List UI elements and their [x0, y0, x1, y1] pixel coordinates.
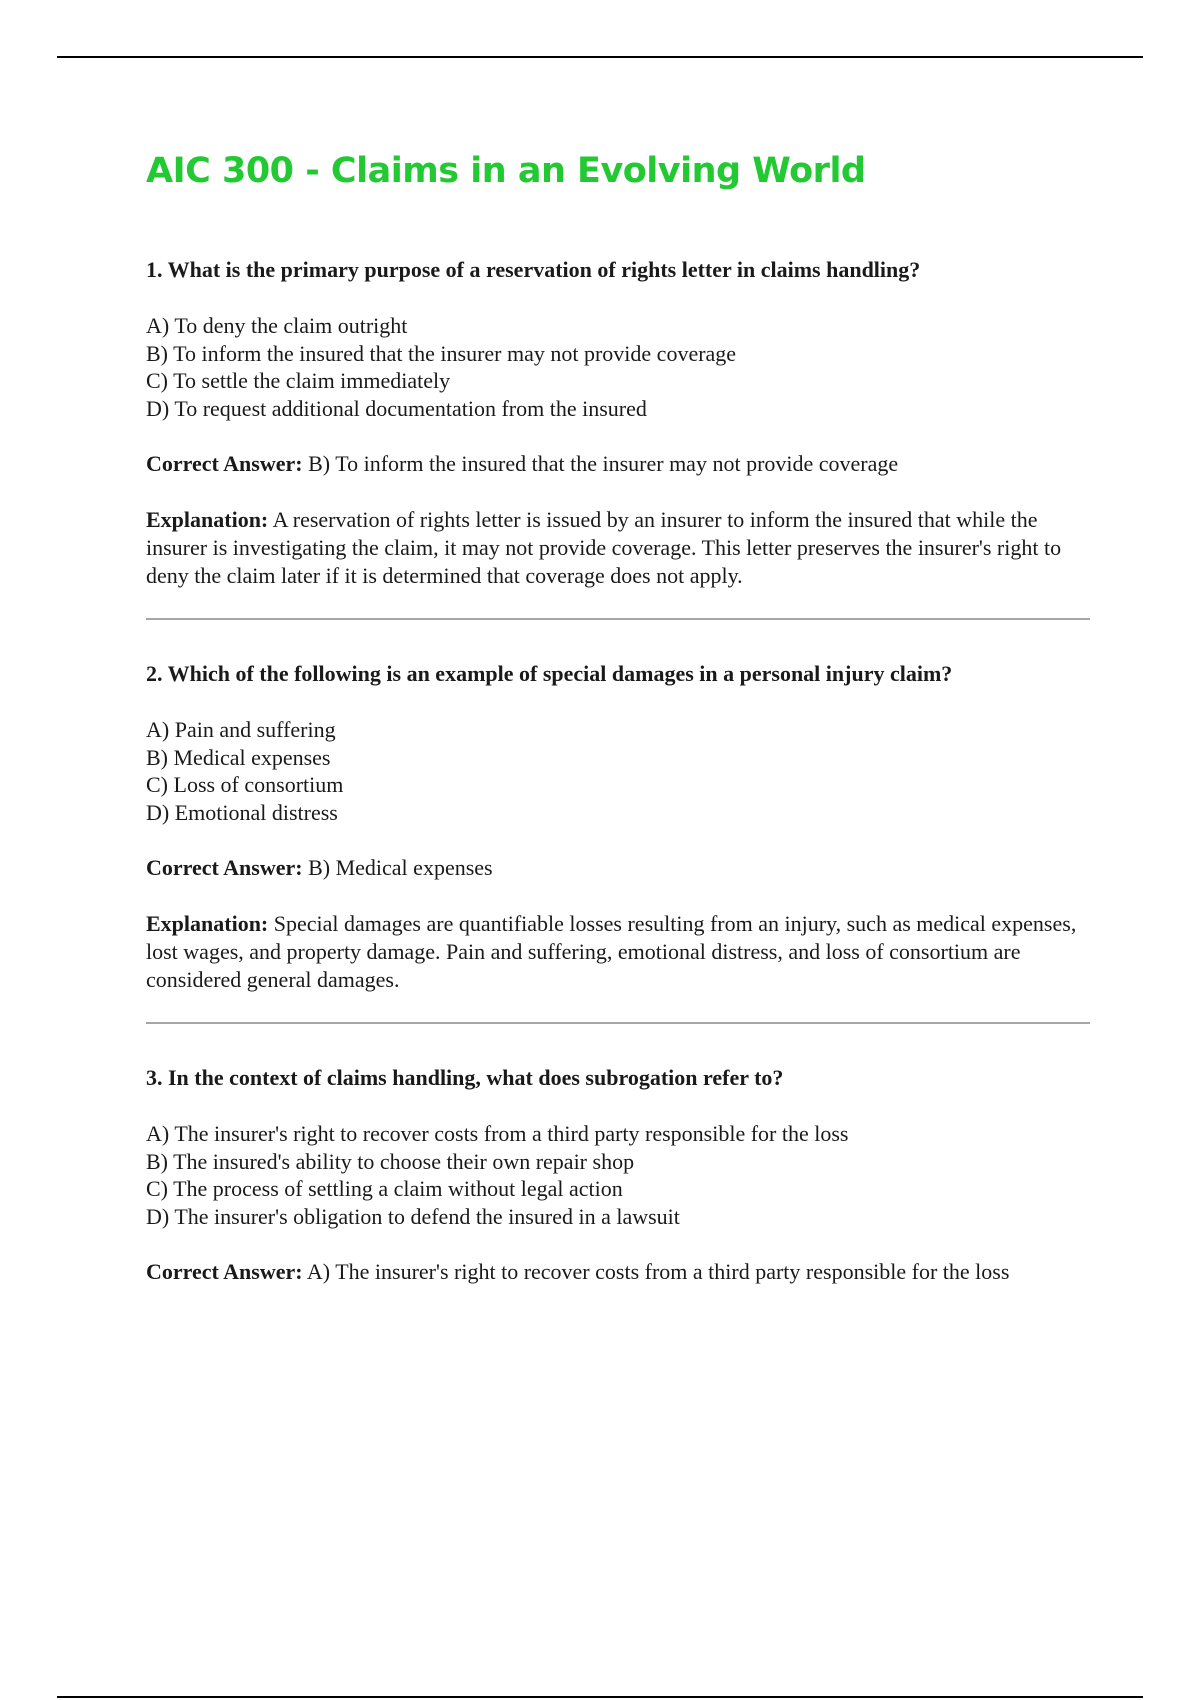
document-body	[146, 150, 1090, 1314]
option-c: C) The process of settling a claim without legal action	[146, 1176, 623, 1201]
explanation	[146, 910, 1090, 994]
explanation	[146, 506, 1090, 590]
question-text: 1. What is the primary purpose of a reservation of rights letter in claims handling?	[146, 257, 921, 282]
correct-answer	[146, 1258, 1090, 1286]
option-d: D) To request additional documentation from the insured	[146, 395, 647, 421]
options-list	[146, 1120, 1090, 1230]
option-c: C) To settle the claim immediately	[146, 368, 451, 393]
correct-answer-label: Correct Answer:	[146, 1259, 303, 1284]
correct-answer	[146, 450, 1090, 478]
option-a: A) To deny the claim outright	[146, 313, 408, 338]
question-block-2	[146, 660, 1090, 994]
document-title: AIC 300 - Claims in an Evolving World	[146, 151, 866, 191]
option-b: B) Medical expenses	[146, 744, 331, 770]
explanation-label: Explanation:	[146, 911, 269, 936]
options-list	[146, 312, 1090, 422]
option-d: D) The insurer's obligation to defend the insured in a lawsuit	[146, 1203, 680, 1229]
section-divider	[146, 1022, 1090, 1024]
question-text: 2. Which of the following is an example of special damages in a personal injury claim?	[146, 661, 953, 686]
option-b: B) To inform the insured that the insurer may not provide coverage	[146, 340, 737, 366]
option-a: A) The insurer's right to recover costs from a third party responsible for the loss	[146, 1121, 849, 1146]
explanation-label: Explanation:	[146, 507, 269, 532]
question-text: 3. In the context of claims handling, what does subrogation refer to?	[146, 1065, 784, 1090]
option-a: A) Pain and suffering	[146, 717, 336, 742]
correct-answer-text: B) To inform the insured that the insurer may not provide coverage	[308, 451, 899, 476]
options-list	[146, 716, 1090, 826]
section-divider	[146, 618, 1090, 620]
page-top-rule	[57, 56, 1143, 58]
correct-answer-text: B) Medical expenses	[308, 855, 493, 880]
correct-answer	[146, 854, 1090, 882]
question-block-1	[146, 256, 1090, 590]
option-b: B) The insured's ability to choose their own repair shop	[146, 1148, 635, 1174]
explanation-text: A reservation of rights letter is issued by an insurer to inform the insured that while the insurer is investigating the claim, it may not provide coverage. This letter preserves the insurer's right to deny the claim later if it is determined that coverage does not apply.	[146, 507, 1062, 588]
option-d: D) Emotional distress	[146, 799, 338, 825]
question-block-3	[146, 1064, 1090, 1286]
correct-answer-label: Correct Answer:	[146, 451, 303, 476]
correct-answer-text: A) The insurer's right to recover costs from a third party responsible for the loss	[306, 1259, 1010, 1284]
correct-answer-label: Correct Answer:	[146, 855, 303, 880]
explanation-text: Special damages are quantifiable losses resulting from an injury, such as medical expenses, lost wages, and property damage. Pain and suffering, emotional distress, and loss of consortium are considered general damages.	[146, 911, 1077, 992]
page-bottom-rule	[57, 1696, 1143, 1698]
option-c: C) Loss of consortium	[146, 772, 344, 797]
